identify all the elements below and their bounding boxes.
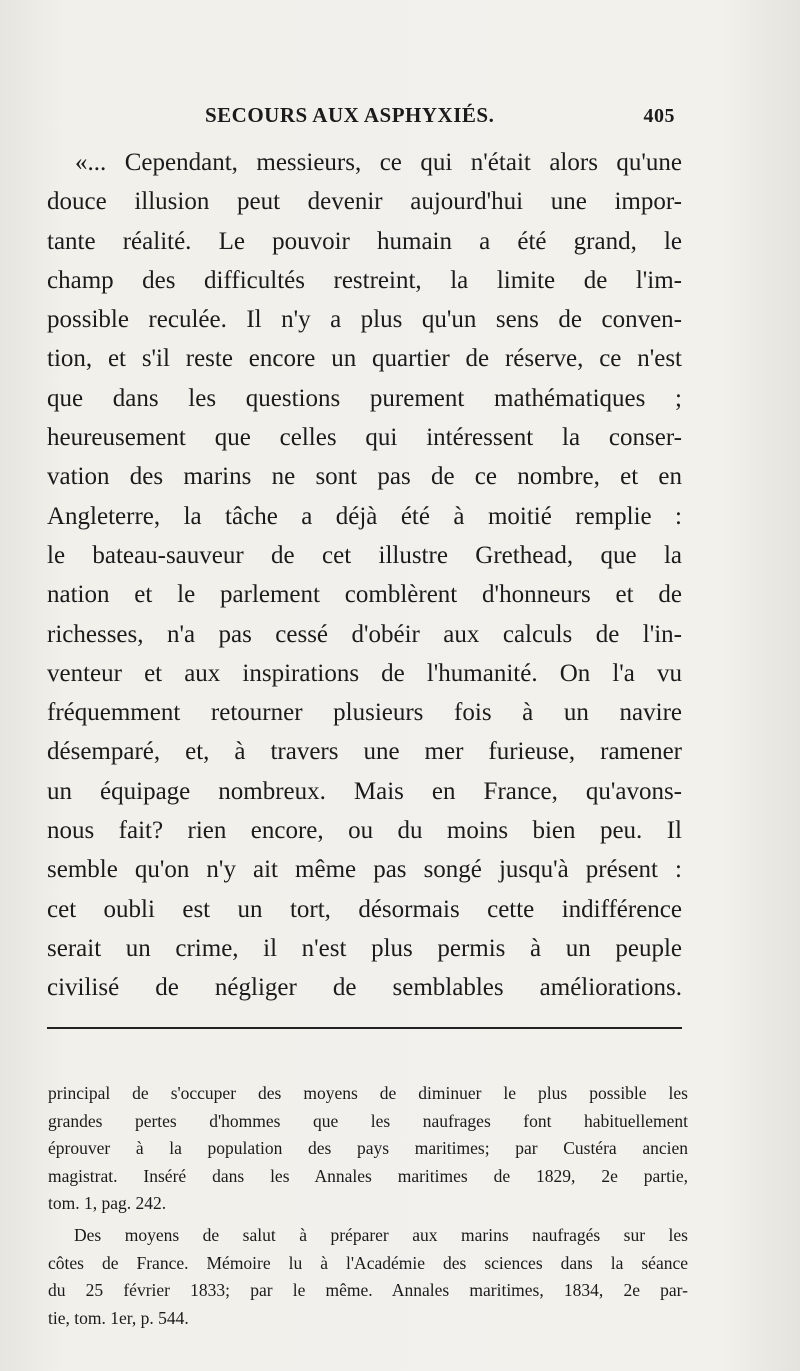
footnote-line: grandes pertes d'hommes que les naufrages font habituellement bbox=[48, 1110, 688, 1131]
footnote-line: tom. 1, pag. 242. bbox=[48, 1193, 167, 1214]
text-line: serait un crime, il n'est plus permis à un peuple bbox=[47, 934, 682, 962]
text-line: désemparé, et, à travers une mer furieuse, ramener bbox=[47, 738, 682, 766]
text-line: nous fait? rien encore, ou du moins bien peu. Il bbox=[47, 817, 682, 845]
running-head bbox=[205, 103, 675, 137]
text-line: cet oubli est un tort, désormais cette indifférence bbox=[47, 895, 682, 923]
text-line: semble qu'on n'y ait même pas songé jusqu'à présent : bbox=[47, 856, 682, 884]
footnote-line: éprouver à la population des pays maritimes; par Custéra ancien bbox=[48, 1138, 688, 1159]
running-title: SECOURS AUX ASPHYXIÉS. bbox=[205, 103, 495, 127]
footnote-separator bbox=[47, 1027, 682, 1029]
footnote-line: principal de s'occuper des moyens de diminuer le plus possible les bbox=[48, 1083, 688, 1103]
text-line: possible reculée. Il n'y a plus qu'un sens de conven- bbox=[47, 306, 682, 334]
text-line: que dans les questions purement mathématiques ; bbox=[47, 384, 682, 412]
text-line: tante réalité. Le pouvoir humain a été grand, le bbox=[47, 227, 682, 255]
footnotes bbox=[48, 1080, 688, 1332]
main-paragraph bbox=[47, 143, 682, 1008]
footnote-line: magistrat. Inséré dans les Annales maritimes de 1829, 2e partie, bbox=[48, 1165, 688, 1186]
text-line: le bateau-sauveur de cet illustre Grethead, que la bbox=[47, 541, 682, 569]
text-line: champ des difficultés restreint, la limite de l'im- bbox=[47, 266, 682, 294]
text-line: heureusement que celles qui intéressent la conser- bbox=[47, 424, 682, 452]
footnote-line: tie, tom. 1er, p. 544. bbox=[48, 1307, 189, 1328]
text-line: vation des marins ne sont pas de ce nombre, et en bbox=[47, 463, 682, 491]
text-line: un équipage nombreux. Mais en France, qu'avons- bbox=[47, 777, 682, 805]
text-line: nation et le parlement comblèrent d'honneurs et de bbox=[47, 581, 682, 609]
footnote-line: côtes de France. Mémoire lu à l'Académie des sciences dans la séance bbox=[48, 1252, 688, 1273]
text-line: fréquemment retourner plusieurs fois à un navire bbox=[47, 699, 682, 727]
text-line: douce illusion peut devenir aujourd'hui une impor- bbox=[47, 188, 682, 216]
page-number: 405 bbox=[643, 105, 675, 127]
text-line: civilisé de négliger de semblables améliorations. bbox=[47, 974, 682, 1002]
text-line: Angleterre, la tâche a déjà été à moitié remplie : bbox=[47, 502, 682, 530]
footnote-line: du 25 février 1833; par le même. Annales maritimes, 1834, 2e par- bbox=[48, 1280, 688, 1301]
text-line: tion, et s'il reste encore un quartier de réserve, ce n'est bbox=[47, 345, 682, 373]
footnote-line: Des moyens de salut à préparer aux marins naufragés sur les bbox=[74, 1224, 688, 1245]
text-line: «... Cependant, messieurs, ce qui n'était alors qu'une bbox=[75, 149, 682, 176]
text-line: richesses, n'a pas cessé d'obéir aux calculs de l'in- bbox=[47, 620, 682, 648]
text-line: venteur et aux inspirations de l'humanité. On l'a vu bbox=[47, 659, 682, 687]
